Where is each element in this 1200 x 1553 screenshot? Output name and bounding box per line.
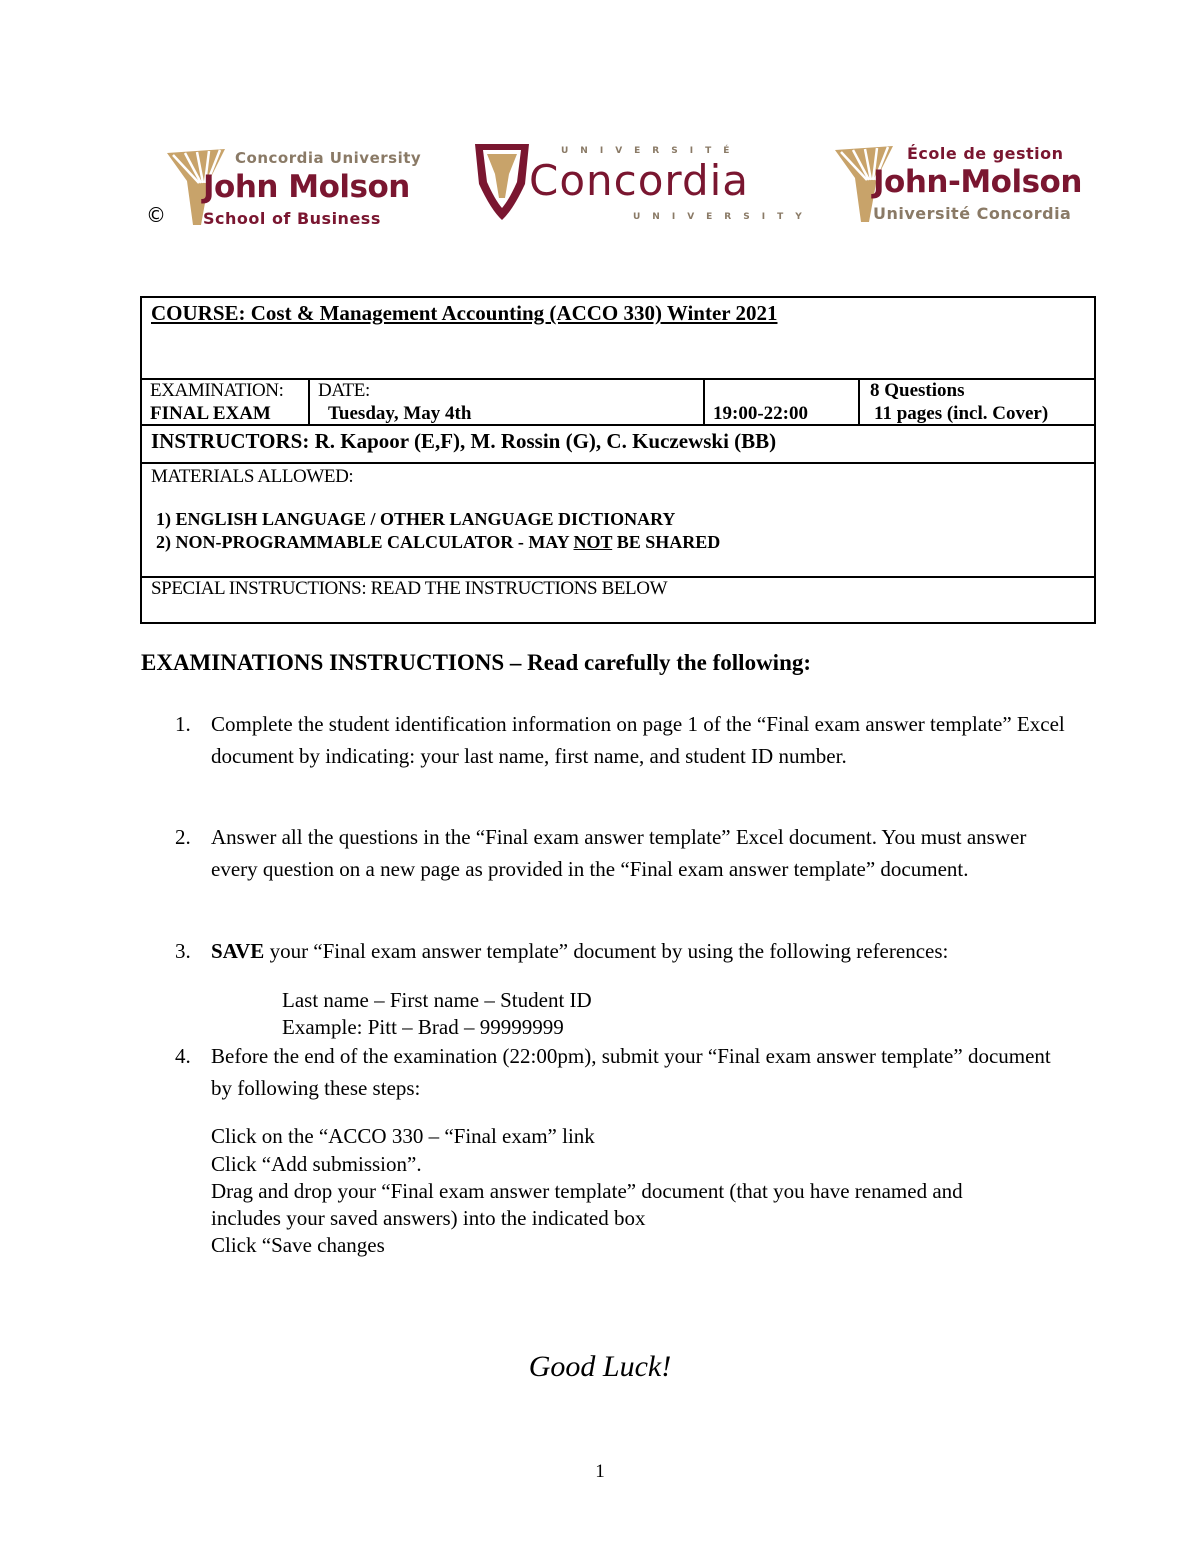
materials-row [142, 464, 1094, 578]
exam-header-table [140, 296, 1096, 624]
page-number: 1 [595, 1461, 605, 1482]
save-emphasis: SAVE [211, 939, 265, 963]
ecole-line3: Université Concordia [873, 204, 1072, 223]
step-line: includes your saved answers) into the indicated box [211, 1206, 646, 1230]
ecole-line2: John-Molson [873, 164, 1082, 200]
course-row [142, 298, 1094, 380]
step-line: Drag and drop your “Final exam answer template” document (that you have renamed and [211, 1179, 963, 1203]
step-line: Click “Add submission”. [211, 1152, 422, 1176]
questions-cell [860, 380, 1094, 424]
date-label: DATE: [318, 380, 370, 401]
time-cell [705, 380, 860, 424]
jmsb-line2: John Molson [203, 169, 410, 205]
save-format-line: Last name – First name – Student ID [282, 988, 592, 1012]
material-item: 1) ENGLISH LANGUAGE / OTHER LANGUAGE DICTIONARY [156, 509, 676, 529]
concordia-bottom-text: UNIVERSITY [633, 212, 814, 222]
date-cell [310, 380, 705, 424]
time-value: 19:00-22:00 [713, 403, 808, 424]
concordia-top-text: UNIVERSITÉ [561, 146, 742, 156]
materials-label: MATERIALS ALLOWED: [151, 466, 354, 487]
questions-count: 8 Questions [870, 380, 965, 401]
not-emphasis: NOT [573, 532, 613, 552]
course-title: COURSE: Cost & Management Accounting (ACCO 330) Winter 2021 [151, 301, 778, 325]
concordia-logo [473, 140, 814, 230]
material-item: 2) NON-PROGRAMMABLE CALCULATOR - MAY NOT BE SHARED [156, 532, 721, 552]
jmsb-line1: Concordia University [235, 149, 422, 167]
concordia-shield-icon [473, 140, 531, 222]
materials-list [156, 508, 720, 554]
jmsb-logo [165, 145, 422, 235]
step-line: Click “Save changes [211, 1233, 385, 1257]
good-luck: Good Luck! [528, 1350, 672, 1383]
instructions-heading: EXAMINATIONS INSTRUCTIONS – Read carefully the following: [141, 650, 812, 675]
instructors-row [142, 426, 1094, 464]
concordia-name: Concordia [529, 156, 750, 205]
instructors: INSTRUCTORS: R. Kapoor (E,F), M. Rossin (G), C. Kuczewski (BB) [151, 429, 777, 453]
exam-label: EXAMINATION: [150, 380, 284, 401]
date-value: Tuesday, May 4th [328, 403, 472, 424]
special-row [142, 578, 1094, 622]
save-example-line: Example: Pitt – Brad – 99999999 [282, 1015, 564, 1039]
step-line: Click on the “ACCO 330 – “Final exam” link [211, 1124, 595, 1148]
special-instructions: SPECIAL INSTRUCTIONS: READ THE INSTRUCTIONS BELOW [151, 578, 668, 599]
ecole-logo [833, 142, 1082, 232]
copyright-symbol: © [146, 203, 166, 227]
exam-cell [142, 380, 310, 424]
exam-info-row [142, 380, 1094, 426]
ecole-line1: École de gestion [907, 144, 1064, 163]
page-count: 11 pages (incl. Cover) [874, 403, 1049, 424]
jmsb-line3: School of Business [203, 209, 381, 228]
exam-value: FINAL EXAM [150, 403, 271, 424]
